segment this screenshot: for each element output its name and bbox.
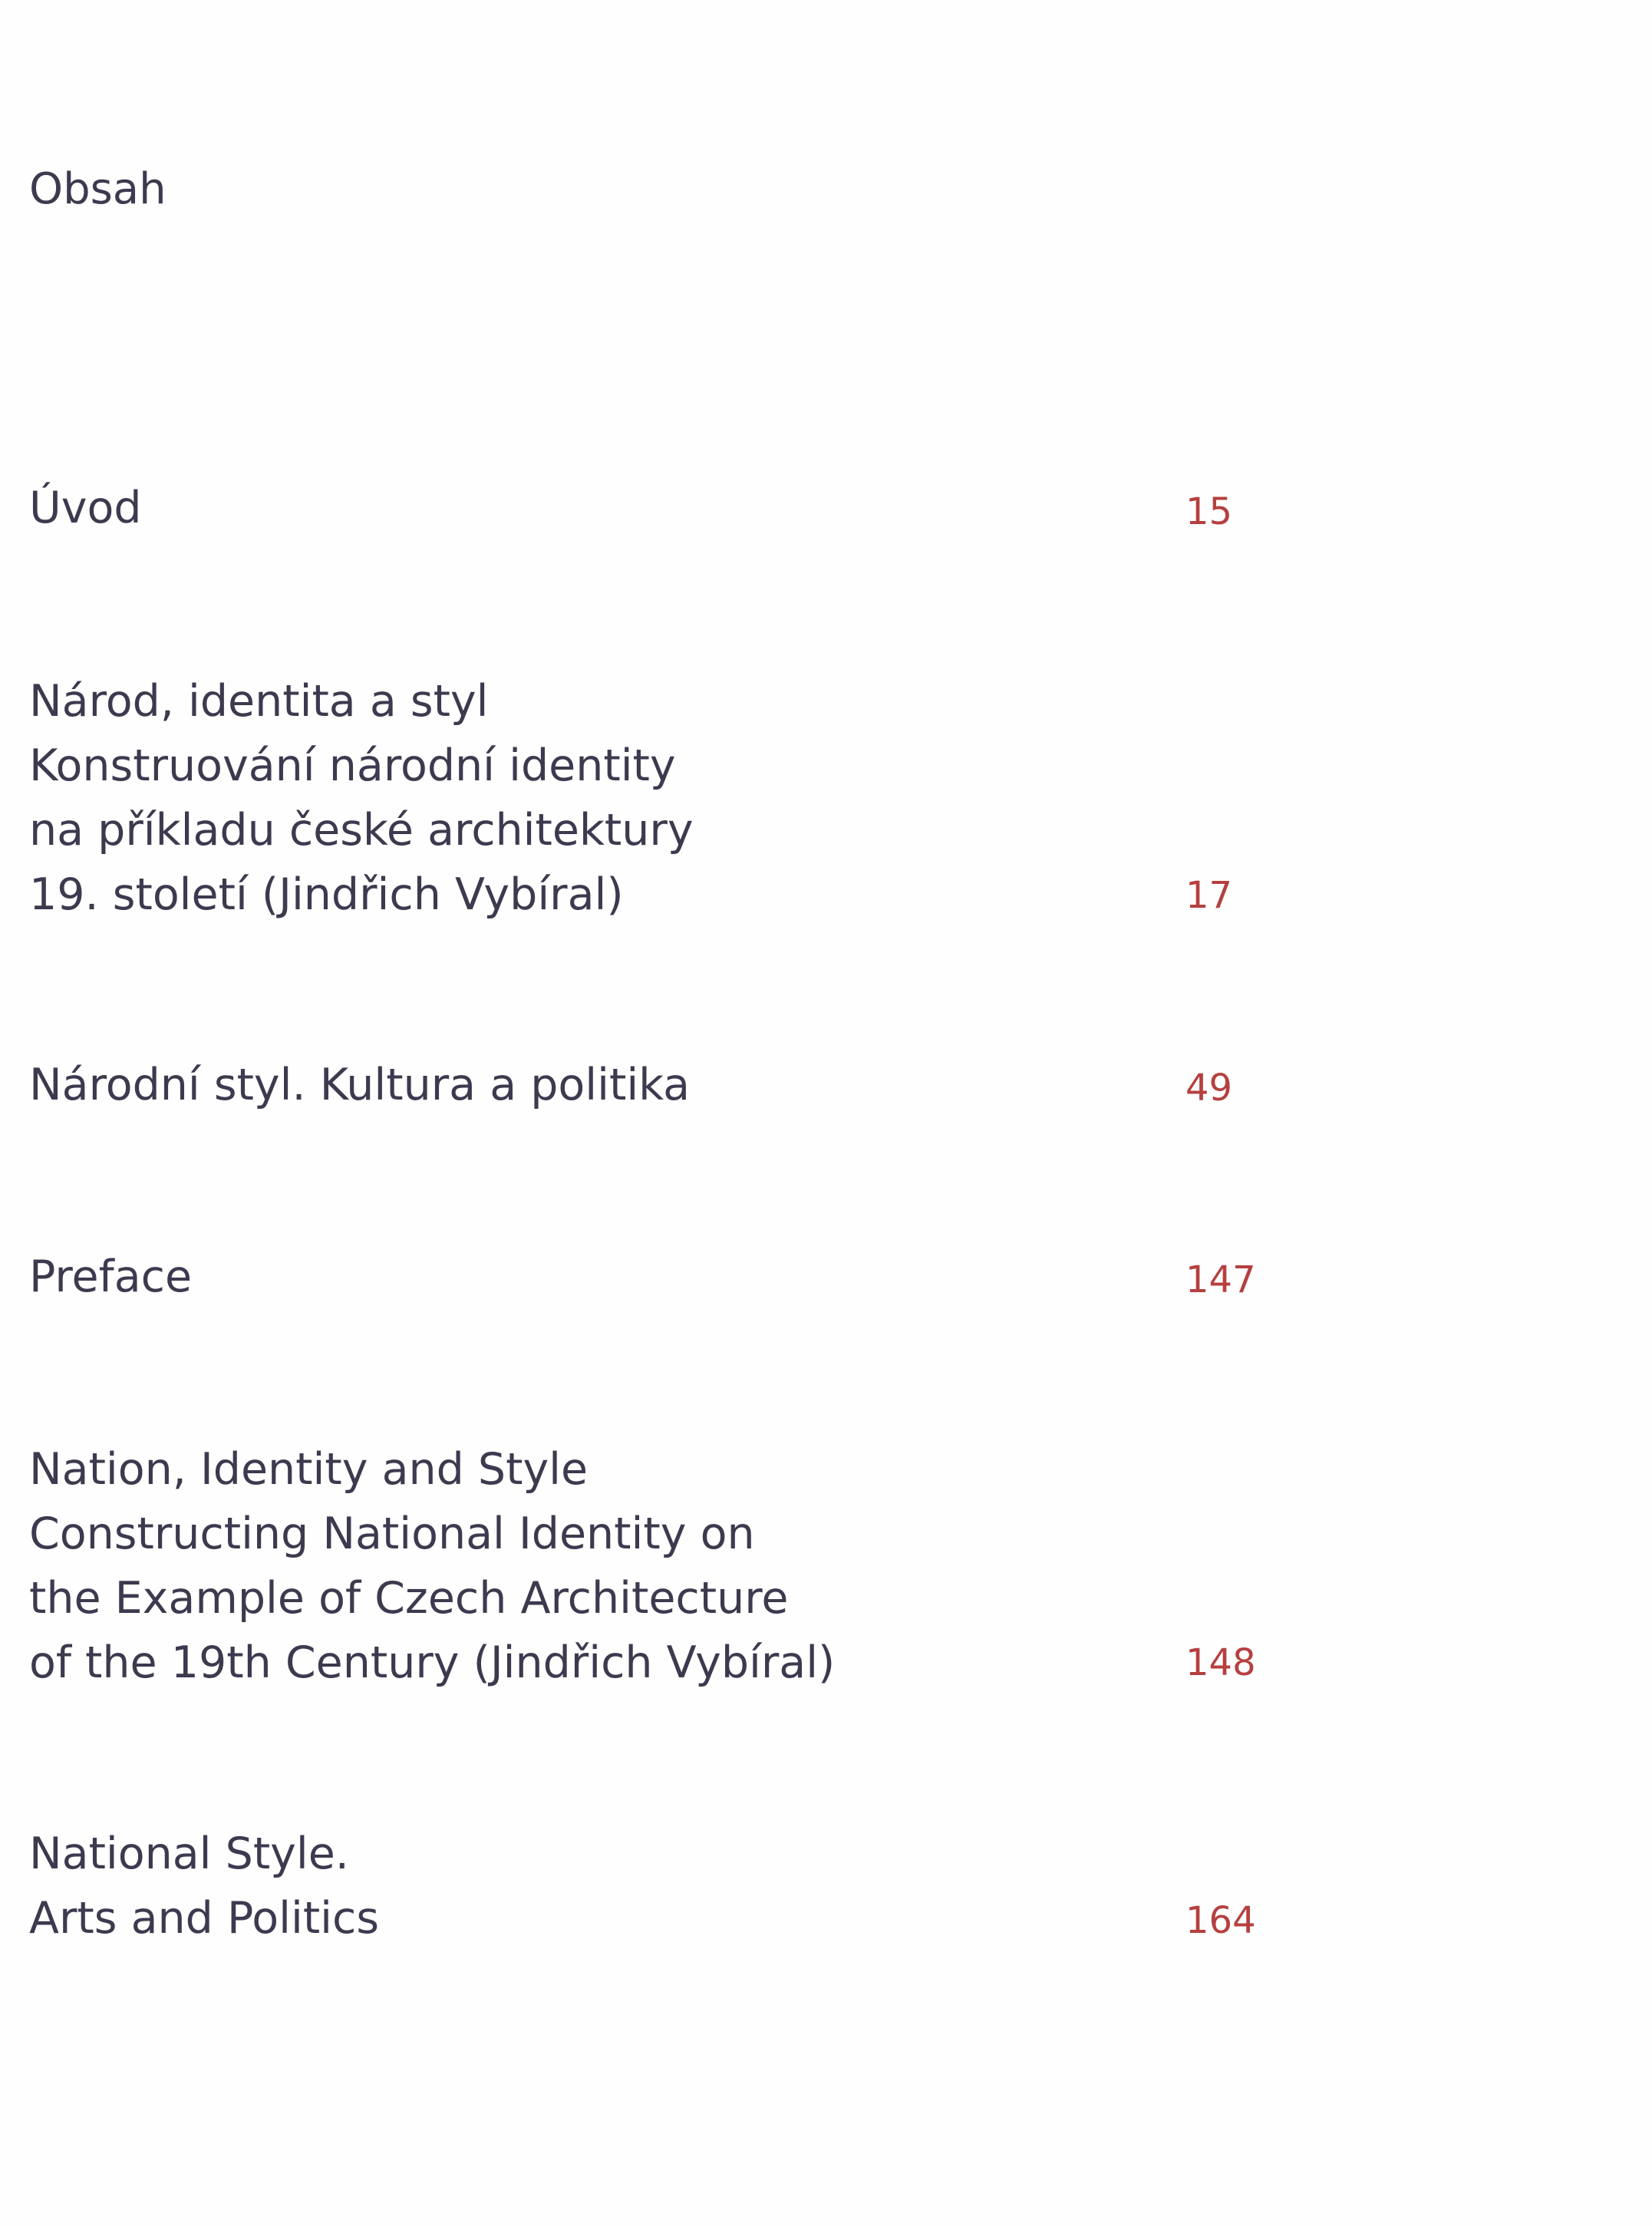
toc-entry-title-line: Konstruování národní identity — [29, 740, 676, 791]
toc-entry-title-line: Národní styl. Kultura a politika — [29, 1060, 691, 1110]
toc-entry-page-number: 148 — [1185, 1641, 1256, 1684]
toc-entry-title-line: Arts and Politics — [29, 1893, 380, 1944]
toc-entry-page-number: 15 — [1185, 490, 1233, 533]
toc-entry-title-line: na příkladu české architektury — [29, 805, 694, 856]
toc-entry-title — [29, 1245, 192, 1309]
toc-entry-title-line: of the 19th Century (Jindřich Vybíral) — [29, 1637, 836, 1688]
toc-entry-title-line: Národ, identita a styl — [29, 676, 489, 727]
toc-entry-title-line: National Style. — [29, 1829, 349, 1879]
toc-entry-title — [29, 1822, 379, 1951]
toc-entry-title-line: Constructing National Identity on — [29, 1509, 755, 1559]
toc-entry-page-number: 17 — [1185, 874, 1233, 917]
toc-entry-title-line: Preface — [29, 1252, 193, 1302]
page-title: Obsah — [29, 164, 167, 214]
toc-entry-title — [29, 669, 694, 927]
toc-entry-title-line: the Example of Czech Architecture — [29, 1573, 789, 1624]
toc-entry-title — [29, 1437, 835, 1695]
toc-entry-page-number: 49 — [1185, 1067, 1233, 1110]
toc-entry-page-number: 147 — [1185, 1258, 1256, 1301]
toc-entry-title-line: 19. století (Jindřich Vybíral) — [29, 869, 624, 920]
toc-entry-title — [29, 1053, 690, 1117]
toc-entry-page-number: 164 — [1185, 1899, 1256, 1942]
toc-entry-title-line: Úvod — [29, 483, 142, 533]
toc-entry-title-line: Nation, Identity and Style — [29, 1444, 589, 1495]
toc-entry-title — [29, 476, 142, 540]
